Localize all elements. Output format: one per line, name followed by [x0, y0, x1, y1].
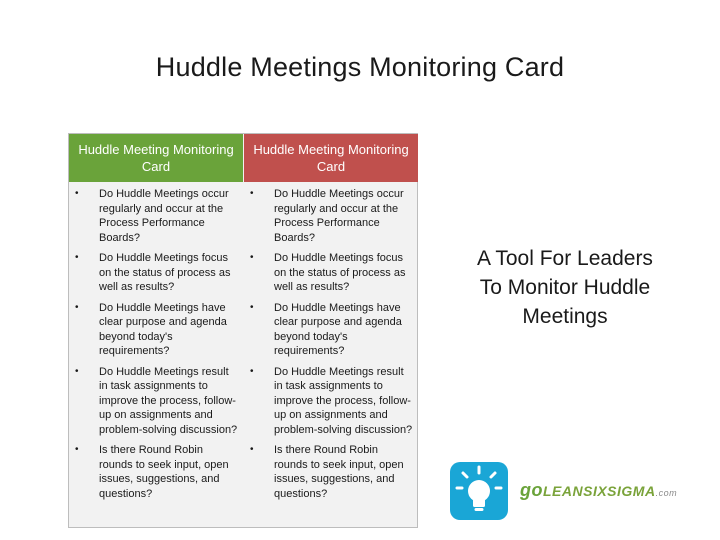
- list-item: [69, 365, 243, 438]
- bullet: •: [75, 365, 79, 377]
- bullet: •: [250, 252, 254, 263]
- page-title: Huddle Meetings Monitoring Card: [155, 52, 565, 82]
- item-text: Is there Round Robin rounds to seek input, open issues, suggestions, and questions?: [274, 444, 404, 500]
- item-text: Do Huddle Meetings occur regularly and occur at the Process Performance Boards?: [274, 188, 404, 244]
- bullet: •: [75, 444, 79, 455]
- item-text: Do Huddle Meetings result in task assignments to improve the process, follow-up on assignments and problem-solving discussion?: [274, 365, 413, 436]
- bullet: •: [250, 188, 254, 199]
- tagline: A Tool For Leaders To Monitor Huddle Meetings: [477, 247, 653, 328]
- item-text: Do Huddle Meetings have clear purpose and agenda beyond today's requirements?: [274, 301, 402, 357]
- bullet: •: [250, 365, 254, 377]
- logo-name: LEANSIXSIGMA: [543, 483, 656, 499]
- item-text: Do Huddle Meetings focus on the status of process as well as results?: [99, 252, 231, 293]
- list-item: [69, 187, 243, 245]
- list-item: [69, 251, 243, 295]
- bullet: •: [75, 301, 79, 313]
- list-item: [244, 251, 418, 295]
- item-text: Do Huddle Meetings occur regularly and occur at the Process Performance Boards?: [99, 188, 229, 244]
- list-item: [244, 187, 418, 245]
- list-item: [244, 365, 418, 438]
- item-text: Do Huddle Meetings focus on the status of process as well as results?: [274, 252, 406, 293]
- list-item: [244, 443, 418, 501]
- bullet: •: [75, 252, 79, 263]
- bullet: •: [250, 301, 254, 313]
- checklist-left: [69, 187, 243, 501]
- list-item: [69, 301, 243, 359]
- bullet: •: [75, 188, 79, 199]
- card-column-left: [69, 134, 243, 527]
- list-item: [244, 301, 418, 359]
- card-column-right: [244, 134, 418, 527]
- logo-domain: .com: [655, 488, 678, 498]
- item-text: Do Huddle Meetings result in task assignments to improve the process, follow-up on assignments and problem-solving discussion?: [99, 365, 238, 436]
- logo-go: go: [520, 480, 543, 500]
- item-text: Do Huddle Meetings have clear purpose and agenda beyond today's requirements?: [99, 301, 227, 357]
- goleansixsigma-logo: [450, 462, 680, 520]
- lightbulb-icon: [450, 462, 508, 520]
- bullet: •: [250, 444, 254, 455]
- checklist-right: [244, 187, 418, 501]
- item-text: Is there Round Robin rounds to seek input, open issues, suggestions, and questions?: [99, 444, 229, 500]
- logo-wordmark: [520, 480, 677, 501]
- monitoring-card-table: [68, 133, 418, 528]
- list-item: [69, 443, 243, 501]
- column-header-left: Huddle Meeting Monitoring Card: [69, 134, 243, 182]
- column-header-right: Huddle Meeting Monitoring Card: [244, 134, 418, 182]
